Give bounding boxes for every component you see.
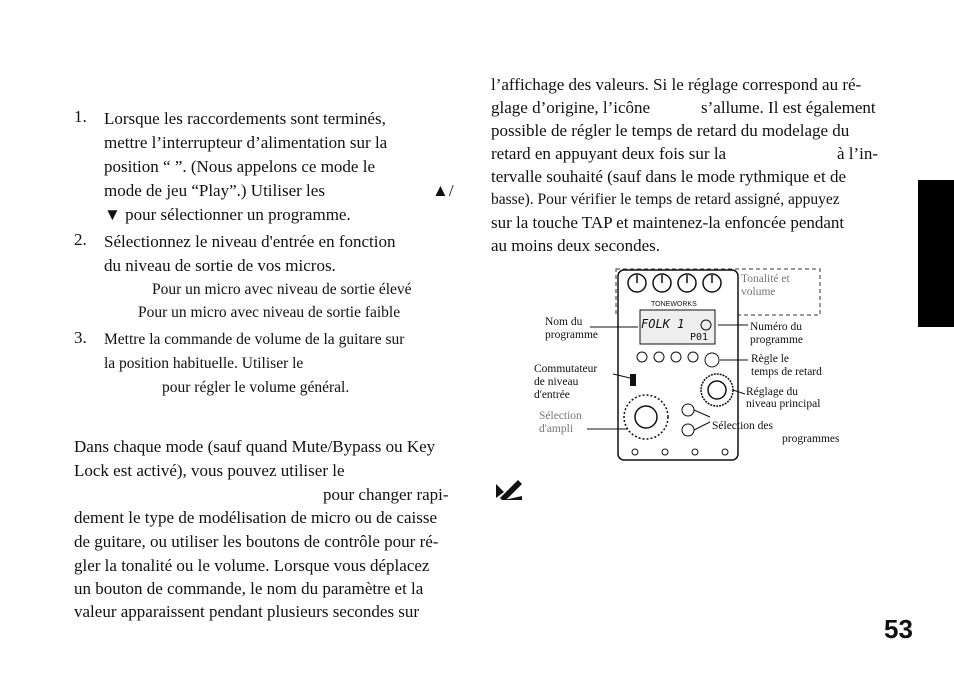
paragraph-line: valeur apparaissent pendant plusieurs secondes sur: [74, 602, 420, 621]
label-input-switch: Commutateur: [534, 363, 598, 375]
paragraph-line: dement le type de modélisation de micro ou de caisse: [74, 508, 438, 527]
label-program-number: Numéro du: [750, 321, 803, 333]
step-line: Mettre la commande de volume de la guitare sur: [104, 331, 405, 348]
paragraph-line: basse). Pour vérifier le temps de retard assigné, appuyez: [491, 191, 840, 208]
step-number: 1.: [74, 107, 87, 126]
step-line: la position habituelle. Utiliser le: [104, 355, 304, 372]
brand-logo-text: TONEWORKS: [651, 301, 697, 308]
paragraph-line: retard en appuyant deux fois sur la: [491, 144, 727, 163]
label-program-select: programmes: [782, 433, 840, 445]
label-master-level: Réglage du: [746, 386, 799, 398]
paragraph-line: un bouton de commande, le nom du paramètre et la: [74, 579, 424, 598]
label-program-name: programme: [545, 329, 599, 341]
label-tone-volume: volume: [741, 286, 776, 298]
label-delay-time: temps de retard: [751, 366, 822, 378]
label-amp-select: d'ampli: [539, 423, 574, 435]
paragraph-line: au moins deux secondes.: [491, 236, 661, 255]
label-amp-select: Sélection: [539, 410, 582, 422]
step-line: du niveau de sortie de vos micros.: [104, 256, 336, 275]
step-number: 3.: [74, 328, 87, 347]
label-program-number: programme: [750, 334, 804, 346]
device-illustration: [530, 262, 840, 462]
label-master-level: niveau principal: [746, 398, 821, 410]
label-input-switch: de niveau: [534, 376, 579, 388]
label-delay-time: Règle le: [751, 353, 789, 365]
paragraph-line: de guitare, ou utiliser les boutons de contrôle pour ré-: [74, 532, 439, 551]
step-line: pour régler le volume général.: [162, 379, 350, 396]
paragraph-line: pour changer rapi-: [323, 485, 449, 504]
display-program-name: FOLK 1: [641, 317, 685, 331]
label-tone-volume: Tonalité et: [741, 273, 790, 285]
paragraph-line: s’allume. Il est également: [701, 98, 876, 117]
label-input-switch: d'entrée: [534, 389, 570, 401]
step-line: Sélectionnez le niveau d'entrée en fonction: [104, 232, 396, 251]
step-number: 2.: [74, 230, 87, 249]
paragraph-line: sur la touche TAP et maintenez-la enfoncée pendant: [491, 213, 845, 232]
paragraph-line: possible de régler le temps de retard du modelage du: [491, 121, 850, 140]
label-program-select: Sélection des: [712, 420, 773, 432]
step-line: mettre l’interrupteur d’alimentation sur la: [104, 133, 388, 152]
step-line: mode de jeu “Play”.) Utiliser les: [104, 181, 325, 200]
paragraph-line: gler la tonalité ou le volume. Lorsque vous déplacez: [74, 556, 430, 575]
paragraph-line: l’affichage des valeurs. Si le réglage correspond au ré-: [491, 75, 862, 94]
step-line: position “ ”. (Nous appelons ce mode le: [104, 157, 375, 176]
step-line: Lorsque les raccordements sont terminés,: [104, 109, 386, 128]
paragraph-line: Dans chaque mode (sauf quand Mute/Bypass ou Key: [74, 437, 436, 456]
step-line: ▼ pour sélectionner un programme.: [104, 205, 351, 224]
display-program-number: P01: [690, 332, 709, 343]
step-line-arrow: ▲/: [432, 181, 454, 200]
paragraph-line: à l’in-: [837, 144, 879, 163]
paragraph-line: glage d’origine, l’icône: [491, 98, 651, 117]
paragraph-line: Lock est activé), vous pouvez utiliser le: [74, 461, 345, 480]
paragraph-line: tervalle souhaité (sauf dans le mode rythmique et de: [491, 167, 846, 186]
section-tab: [918, 180, 954, 327]
label-program-name: Nom du: [545, 316, 583, 328]
step-line: Pour un micro avec niveau de sortie élevé: [152, 281, 412, 298]
pencil-note-icon: [494, 476, 524, 500]
page-number: 53: [884, 614, 913, 644]
step-line: Pour un micro avec niveau de sortie faible: [138, 304, 401, 321]
